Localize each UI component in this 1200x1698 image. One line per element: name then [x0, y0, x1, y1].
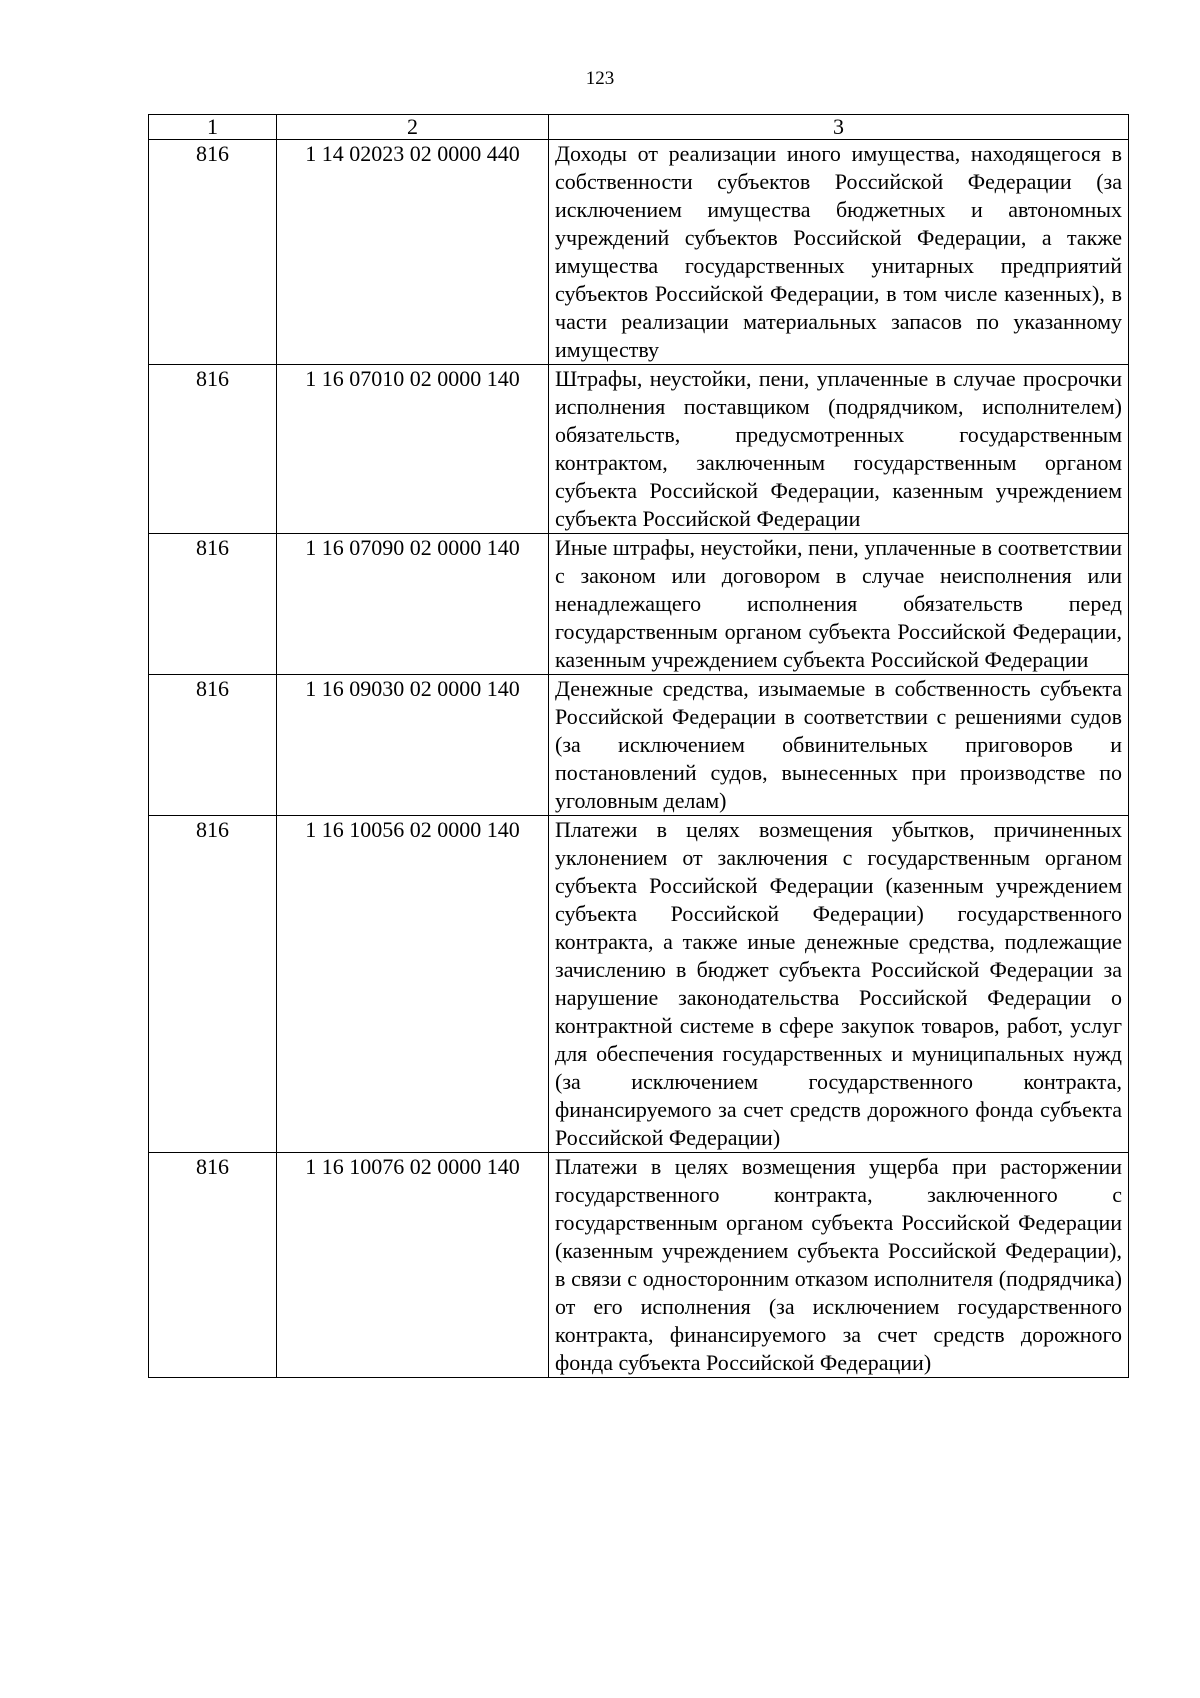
column-header-1: 1 — [149, 115, 277, 140]
table-row — [149, 534, 1129, 675]
revenue-code-cell: 1 16 07090 02 0000 140 — [277, 534, 549, 675]
description-cell: Платежи в целях возмещения ущерба при расторжении государственного контракта, заключенного с государственным органом субъекта Российской Федерации (казенным учреждением субъекта Российской Федерации), в связи с односторонним отказом исполнителя (подрядчика) от его исполнения (за исключением государственного контракта, финансируемого за счет средств дорожного фонда субъекта Российской Федерации) — [549, 1153, 1129, 1378]
agency-code-cell: 816 — [149, 816, 277, 1153]
revenue-code-cell: 1 16 10076 02 0000 140 — [277, 1153, 549, 1378]
agency-code-cell: 816 — [149, 534, 277, 675]
revenue-code-cell: 1 14 02023 02 0000 440 — [277, 140, 549, 365]
agency-code-cell: 816 — [149, 675, 277, 816]
description-cell: Платежи в целях возмещения убытков, причиненных уклонением от заключения с государственным органом субъекта Российской Федерации (казенным учреждением субъекта Российской Федерации) государственного контракта, а также иные денежные средства, подлежащие зачислению в бюджет субъекта Российской Федерации за нарушение законодательства Российской Федерации о контрактной системе в сфере закупок товаров, работ, услуг для обеспечения государственных и муниципальных нужд (за исключением государственного контракта, финансируемого за счет средств дорожного фонда субъекта Российской Федерации) — [549, 816, 1129, 1153]
table-header-row — [149, 115, 1129, 140]
revenue-code-cell: 1 16 07010 02 0000 140 — [277, 365, 549, 534]
table-row — [149, 140, 1129, 365]
agency-code-cell: 816 — [149, 1153, 277, 1378]
revenue-code-cell: 1 16 09030 02 0000 140 — [277, 675, 549, 816]
agency-code-cell: 816 — [149, 365, 277, 534]
revenue-code-cell: 1 16 10056 02 0000 140 — [277, 816, 549, 1153]
revenue-codes-table — [148, 114, 1129, 1378]
table-row — [149, 1153, 1129, 1378]
column-header-2: 2 — [277, 115, 549, 140]
description-cell: Доходы от реализации иного имущества, находящегося в собственности субъектов Российской Федерации (за исключением имущества бюджетных и автономных учреждений субъектов Российской Федерации, а также имущества государственных унитарных предприятий субъектов Российской Федерации, в том числе казенных), в части реализации материальных запасов по указанному имуществу — [549, 140, 1129, 365]
page-number: 123 — [585, 68, 615, 89]
table-row — [149, 675, 1129, 816]
description-cell: Штрафы, неустойки, пени, уплаченные в случае просрочки исполнения поставщиком (подрядчиком, исполнителем) обязательств, предусмотренных государственным контрактом, заключенным государственным органом субъекта Российской Федерации, казенным учреждением субъекта Российской Федерации — [549, 365, 1129, 534]
column-header-3: 3 — [549, 115, 1129, 140]
description-cell: Иные штрафы, неустойки, пени, уплаченные в соответствии с законом или договором в случае неисполнения или ненадлежащего исполнения обязательств перед государственным органом субъекта Российской Федерации, казенным учреждением субъекта Российской Федерации — [549, 534, 1129, 675]
table-row — [149, 816, 1129, 1153]
table-row — [149, 365, 1129, 534]
agency-code-cell: 816 — [149, 140, 277, 365]
description-cell: Денежные средства, изымаемые в собственность субъекта Российской Федерации в соответствии с решениями судов (за исключением обвинительных приговоров и постановлений судов, вынесенных при производстве по уголовным делам) — [549, 675, 1129, 816]
